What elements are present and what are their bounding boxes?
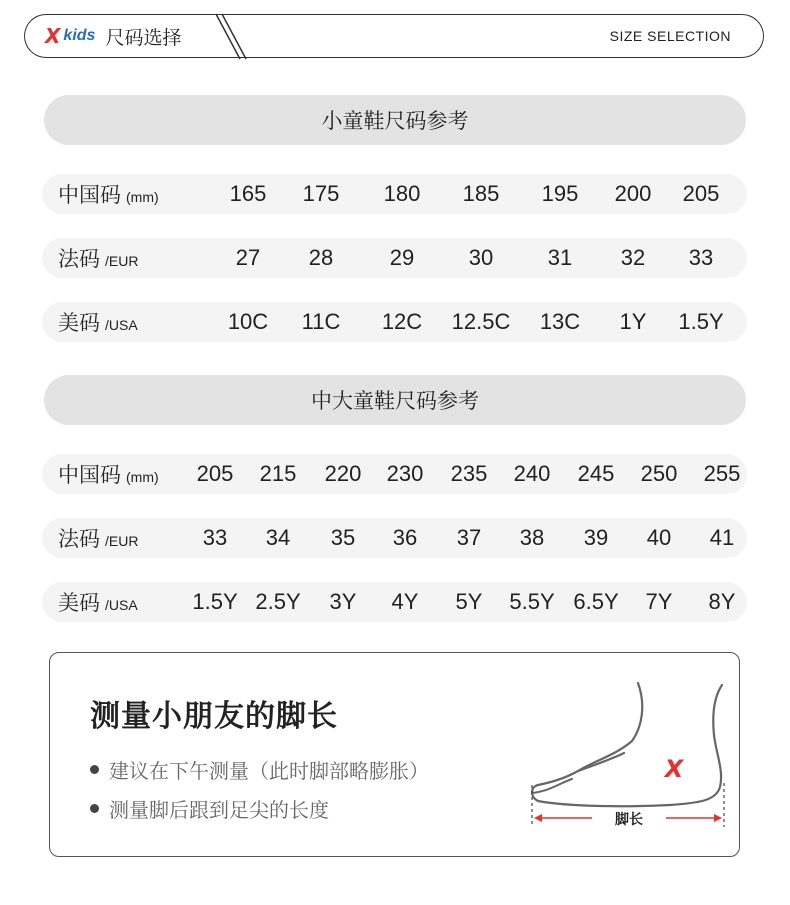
row-label-text: 美码 [58, 591, 100, 615]
size-cell: 28 [308, 245, 334, 270]
row-label-unit: (mm) [126, 469, 159, 485]
size-cell: 36 [392, 525, 418, 550]
kids-logo: kids [63, 27, 96, 44]
measure-tip [90, 794, 329, 823]
size-row-eur [42, 238, 747, 278]
size-cell: 205 [196, 461, 234, 486]
row-label-unit: /EUR [105, 533, 139, 549]
size-cell: 245 [577, 461, 615, 486]
size-cell: 1.5Y [192, 589, 238, 614]
section-title-big-kids: 中大童鞋尺码参考 [44, 375, 746, 425]
size-cell: 220 [324, 461, 362, 486]
size-cell: 2.5Y [255, 589, 301, 614]
bullet-icon [90, 765, 99, 774]
size-cell: 230 [386, 461, 424, 486]
measure-tip [90, 755, 429, 784]
row-label-text: 法码 [58, 247, 100, 271]
size-cell: 255 [703, 461, 741, 486]
row-label-unit: (mm) [126, 189, 159, 205]
measure-title: 测量小朋友的脚长 [90, 699, 338, 734]
row-label [58, 174, 159, 214]
size-cell: 10C [227, 309, 269, 334]
foot-length-label: 脚长 [615, 812, 643, 828]
page-subtitle: SIZE SELECTION [609, 28, 731, 44]
size-cell: 38 [519, 525, 545, 550]
size-cell: 165 [229, 181, 267, 206]
measure-guide-card [49, 652, 740, 857]
header-brand-tab [24, 14, 240, 58]
row-label [58, 302, 138, 342]
size-cell: 235 [450, 461, 488, 486]
row-label [58, 518, 138, 558]
size-cell: 6.5Y [573, 589, 619, 614]
size-cell: 195 [541, 181, 579, 206]
size-cell: 12C [381, 309, 423, 334]
size-cell: 8Y [708, 589, 736, 614]
size-cell: 34 [265, 525, 291, 550]
xtep-logo-icon: X [45, 24, 61, 48]
size-cell: 185 [462, 181, 500, 206]
size-cell: 180 [383, 181, 421, 206]
xtep-logo-icon: X [664, 755, 684, 783]
size-row-cn [42, 454, 747, 494]
row-label-unit: /USA [105, 597, 138, 613]
section-title-small-kids: 小童鞋尺码参考 [44, 95, 746, 145]
size-cell: 13C [539, 309, 581, 334]
size-cell: 37 [456, 525, 482, 550]
row-label [58, 454, 159, 494]
header-subtitle-tab [222, 14, 764, 58]
foot-outline-icon [532, 683, 722, 806]
row-label [58, 582, 138, 622]
arrow-right-icon [714, 814, 722, 822]
size-cell: 40 [646, 525, 672, 550]
row-label-text: 法码 [58, 527, 100, 551]
row-label-text: 中国码 [58, 463, 121, 487]
size-cell: 1.5Y [678, 309, 724, 334]
arrow-left-icon [534, 814, 542, 822]
row-label-text: 中国码 [58, 183, 121, 207]
size-cell: 3Y [329, 589, 357, 614]
size-cell: 12.5C [451, 309, 511, 334]
bullet-icon [90, 804, 99, 813]
size-cell: 5Y [455, 589, 483, 614]
size-row-cn [42, 174, 747, 214]
size-cell: 5.5Y [509, 589, 555, 614]
size-cell: 29 [389, 245, 415, 270]
size-cell: 1Y [619, 309, 647, 334]
size-cell: 250 [640, 461, 678, 486]
size-cell: 27 [235, 245, 261, 270]
row-label [58, 238, 138, 278]
row-label-unit: /EUR [105, 253, 139, 269]
size-cell: 33 [688, 245, 714, 270]
size-cell: 11C [301, 309, 341, 334]
size-cell: 4Y [391, 589, 419, 614]
row-label-unit: /USA [105, 317, 138, 333]
measure-tip-text: 建议在下午测量（此时脚部略膨胀） [109, 759, 429, 783]
size-cell: 32 [620, 245, 646, 270]
size-cell: 240 [513, 461, 551, 486]
size-cell: 175 [302, 181, 340, 206]
size-cell: 7Y [645, 589, 673, 614]
size-row-usa [42, 302, 747, 342]
size-row-eur [42, 518, 747, 558]
size-cell: 33 [202, 525, 228, 550]
row-label-text: 美码 [58, 311, 100, 335]
size-cell: 205 [682, 181, 720, 206]
foot-length-diagram [520, 675, 730, 855]
measure-tip-text: 测量脚后跟到足尖的长度 [109, 798, 329, 822]
page-title: 尺码选择 [105, 26, 182, 49]
size-cell: 35 [330, 525, 356, 550]
size-cell: 41 [709, 525, 735, 550]
size-cell: 39 [583, 525, 609, 550]
size-cell: 30 [468, 245, 494, 270]
size-row-usa [42, 582, 747, 622]
size-cell: 31 [547, 245, 573, 270]
size-cell: 200 [614, 181, 652, 206]
size-cell: 215 [259, 461, 297, 486]
